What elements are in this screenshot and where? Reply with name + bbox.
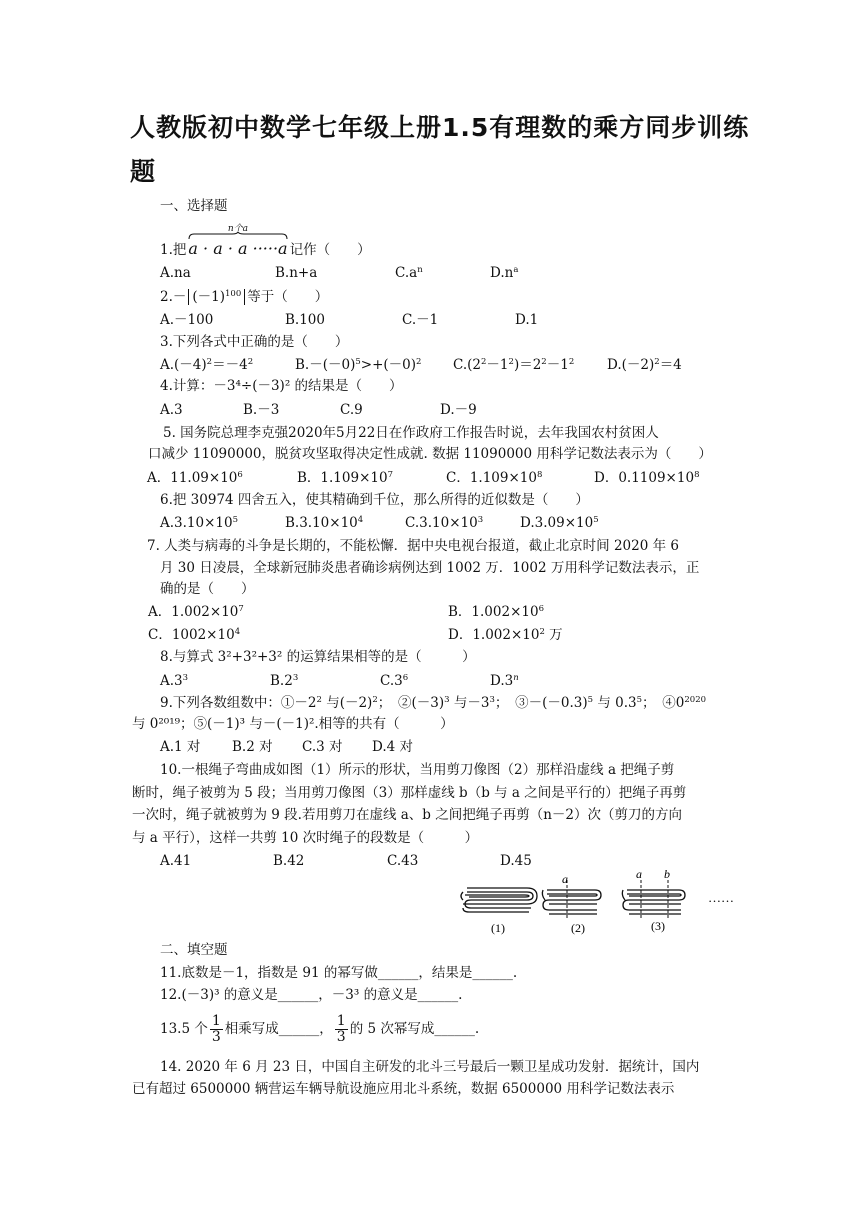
q7-option-b: B．$1.002\times 10^6$ <box>448 604 544 620</box>
fraction-one-third: $\frac{1}{3}$ <box>211 1013 221 1045</box>
q10-option-b: B.42 <box>273 853 305 869</box>
q6-option-a: $A.3.10\times 10^5$ <box>160 515 239 531</box>
question-14-line-1: 14. 2020 年 6 月 23 日，中国自主研发的北斗三号最后一颗卫星成功发射．据统计，国内 <box>160 1059 700 1075</box>
figure-caption-2: (2) <box>571 921 585 935</box>
q4-option-a: A.3 <box>160 402 183 418</box>
q3-option-a: $A.(-4)^2=-4^2$ <box>160 357 254 373</box>
q9-option-c: C.3 对 <box>302 739 343 755</box>
question-7-line-2: 月 30 日凌晨，全球新冠肺炎患者确诊病例达到 1002 万．1002 万用科学记数法表示，正 <box>160 560 700 576</box>
q5-option-d: D．$0.1109\times 10^8$ <box>594 470 700 486</box>
q4-option-b: B.－3 <box>243 402 280 418</box>
q2-option-d: D.1 <box>515 312 539 328</box>
question-5-line-1: 5. 国务院总理李克强2020年5月22日在作政府工作报告时说，去年我国农村贫困人 <box>163 425 659 441</box>
q9-option-a: A.1 对 <box>160 739 201 755</box>
question-10-line-1: 10.一根绳子弯曲成如图（1）所示的形状，当用剪刀像图（2）那样沿虚线 a 把绳子剪 <box>160 762 675 778</box>
question-8: 8.与算式 3²+3²+3² 的运算结果相等的是（ ） <box>160 649 476 665</box>
q3-option-d: $D.(-2)^2=4$ <box>607 357 682 373</box>
section-heading-choice: 一、选择题 <box>160 198 228 214</box>
q3-option-b: $B.-(-0)^5>+(-0)^2$ <box>295 357 422 373</box>
brace-label: n个a <box>227 224 249 234</box>
question-4: 4.计算：－3⁴÷(－3)² 的结果是（ ） <box>160 378 403 394</box>
q1-option-c: $C.a^n$ <box>395 265 423 281</box>
question-13: 13.5 个 $\frac{1}{3}$ 相乘写成______， $\frac{1}{3}$ 的 5 次幂写成______. <box>160 1013 480 1045</box>
q2-option-a: A.－100 <box>160 312 214 328</box>
q1-option-d: $D.n^a$ <box>490 265 519 281</box>
figure-label-a-3: a <box>636 868 642 881</box>
q5-option-b: B．$1.109\times 10^7$ <box>297 470 393 486</box>
question-2: $2.- (-1)^{100}$ 等于（ ） <box>160 289 329 305</box>
rope-figure-1 <box>461 888 537 912</box>
q3-option-c: $C.(2^2-1^2)=2^2-1^2$ <box>453 357 575 373</box>
q9-option-d: D.4 对 <box>372 739 414 755</box>
question-10-line-4: 与 a 平行），这样一共剪 10 次时绳子的段数是（ ） <box>132 830 479 846</box>
figure-label-a-2: a <box>562 872 568 886</box>
q4-option-c: C.9 <box>340 402 363 418</box>
q8-option-c: $C.3^6$ <box>380 673 409 689</box>
figure-caption-1: (1) <box>491 921 505 935</box>
fraction-one-third-2: $\frac{1}{3}$ <box>336 1013 346 1045</box>
question-11: 11.底数是－1，指数是 91 的幂写做______，结果是______. <box>160 965 518 981</box>
page-title: 人教版初中数学七年级上册1.5有理数的乘方同步训练题 <box>130 113 750 186</box>
q10-option-a: A.41 <box>160 853 192 869</box>
q7-option-a: A．$1.002\times 10^7$ <box>148 604 244 620</box>
rope-figure-2 <box>542 880 601 920</box>
question-9-line-2: 与 0²⁰¹⁹；⑤(－1)³ 与－(－1)².相等的共有（ ） <box>132 716 454 732</box>
q7-option-d: D．$1.002\times 10^2$ 万 <box>448 627 563 643</box>
figure-caption-3: (3) <box>651 919 665 933</box>
q5-option-c: C．$1.109\times 10^8$ <box>446 470 543 486</box>
question-5-line-2: 口减少 11090000，脱贫攻坚取得决定性成就. 数据 11090000 用科学记数法表示为（ ） <box>148 446 712 462</box>
q6-option-b: $B.3.10\times 10^4$ <box>285 515 364 531</box>
section-heading-fill: 二、填空题 <box>160 942 228 958</box>
q2-option-b: B.100 <box>285 312 325 328</box>
question-12: 12.(－3)³ 的意义是______，－3³ 的意义是______. <box>160 987 463 1003</box>
q8-option-a: $A.3^3$ <box>160 673 189 689</box>
q9-option-b: B.2 对 <box>232 739 273 755</box>
q1-option-a: A.na <box>160 265 191 281</box>
question-7-line-1: 7. 人类与病毒的斗争是长期的，不能松懈．据中央电视台报道，截止北京时间 2020 年 6 <box>147 538 679 554</box>
q4-option-d: D.－9 <box>440 402 477 418</box>
q1-option-b: B.n+a <box>275 265 318 281</box>
q2-option-c: C.－1 <box>402 312 439 328</box>
q8-option-d: D.3$^n$ <box>490 673 519 689</box>
question-10-line-2: 断时，绳子被剪为 5 段；当用剪刀像图（3）那样虚线 b（b 与 a 之间是平行的）把绳子再剪 <box>132 785 687 801</box>
rope-figure-3 <box>622 880 685 920</box>
q5-option-a: A．$11.09\times 10^6$ <box>147 470 243 486</box>
q10-option-d: D.45 <box>500 853 532 869</box>
figure-ellipsis: …… <box>708 890 734 905</box>
overbrace-icon <box>188 232 288 240</box>
figure-label-b-3: b <box>664 868 670 881</box>
q7-option-c: C．$1002\times 10^4$ <box>148 627 241 643</box>
question-9-line-1: 9.下列各数组数中：$①-2^2$ 与$(-2)^2$； $②(-3)^3$ 与$-3^3$； $③-(-0.3)^5$ 与 $0.3^5$； $④0^{2020}$ <box>160 695 707 711</box>
rope-figure <box>455 868 745 938</box>
question-1: 1.把 n个a a · a · a ·····a 记作（ ） <box>160 240 371 259</box>
question-14-line-2: 已有超过 6500000 辆营运车辆导航设施应用北斗系统，数据 6500000 用科学记数法表示 <box>132 1081 675 1097</box>
q10-option-c: C.43 <box>387 853 419 869</box>
question-3: 3.下列各式中正确的是（ ） <box>160 334 349 350</box>
q8-option-b: $B.2^3$ <box>270 673 299 689</box>
question-6: 6.把 30974 四舍五入，使其精确到千位，那么所得的近似数是（ ） <box>160 492 589 508</box>
question-10-line-3: 一次时，绳子就被剪为 9 段.若用剪刀在虚线 a、b 之间把绳子再剪（n－2）次（剪刀的方向 <box>132 807 683 823</box>
q6-option-c: $C.3.10\times 10^3$ <box>405 515 484 531</box>
question-7-line-3: 确的是（ ） <box>160 581 255 597</box>
q6-option-d: $D.3.09\times 10^5$ <box>520 515 599 531</box>
